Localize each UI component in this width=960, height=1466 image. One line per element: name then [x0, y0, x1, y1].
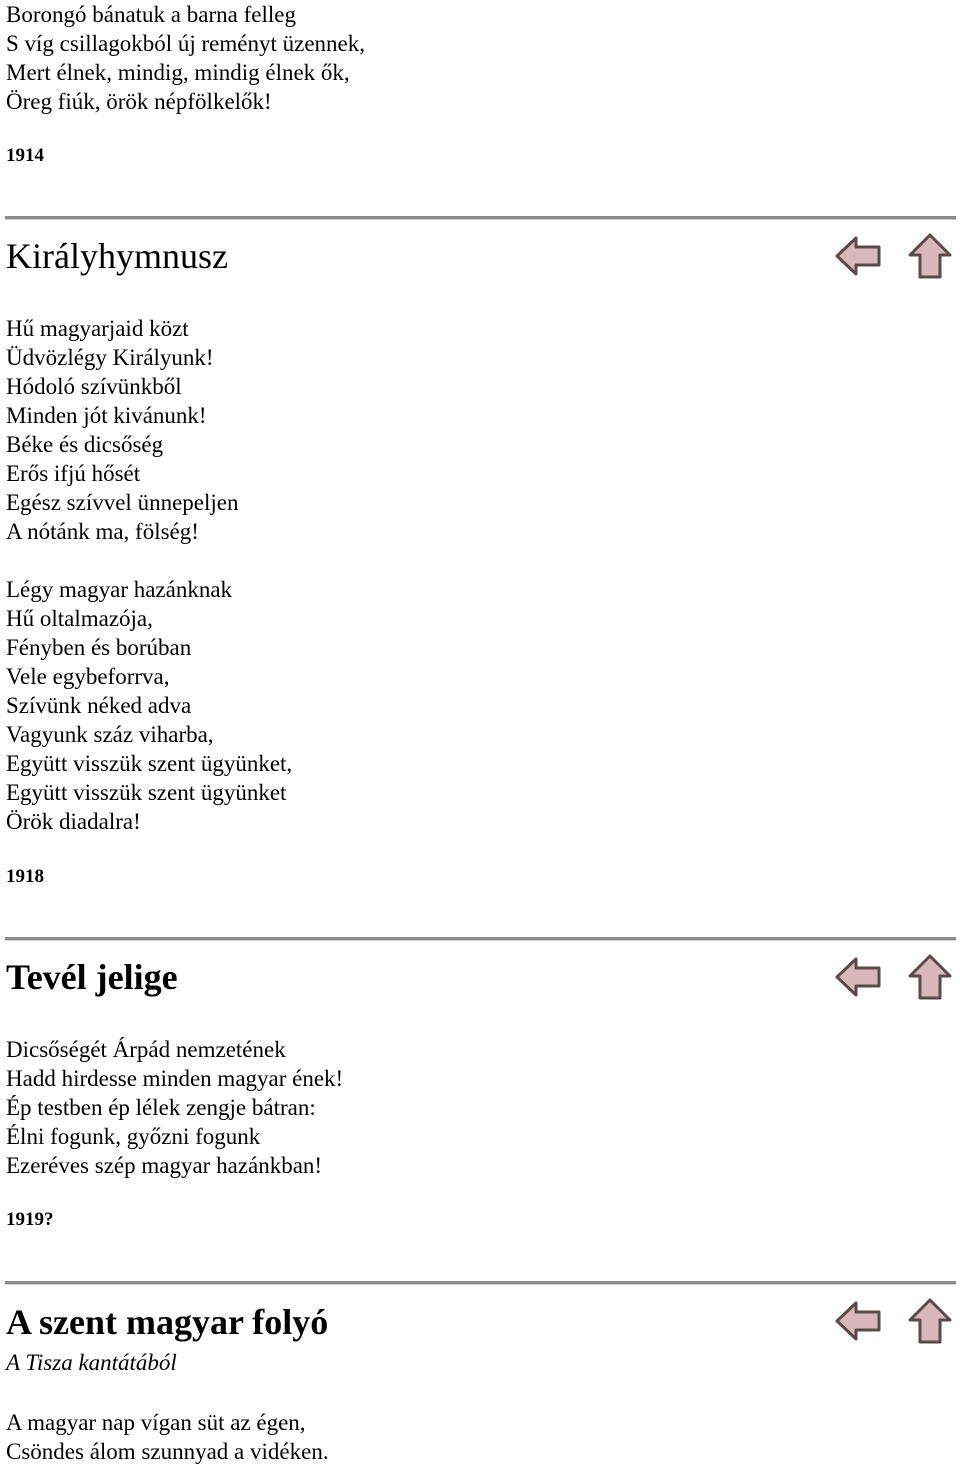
- poem-line: Üdvözlégy Királyunk!: [6, 345, 214, 370]
- poem-nav: [834, 953, 956, 1001]
- poem-line: Légy magyar hazánknak: [6, 577, 233, 602]
- top-poem-lines: [6, 0, 365, 116]
- poem-line: Vagyunk száz viharba,: [6, 722, 214, 747]
- section-divider: [5, 216, 956, 220]
- section-divider: [5, 937, 956, 941]
- poem-line: Dicsőségét Árpád nemzetének: [6, 1037, 286, 1062]
- poem-line: A magyar nap vígan süt az égen,: [6, 1410, 306, 1435]
- poem-nav: [834, 232, 956, 280]
- poem-line: Együtt visszük szent ügyünket,: [6, 751, 293, 776]
- poem-year: 1919?: [6, 1209, 54, 1230]
- poem-line: Hű oltalmazója,: [6, 606, 153, 631]
- arrow-left-icon: [834, 232, 882, 280]
- poem-year: 1918: [6, 866, 44, 887]
- poem-stanza: [6, 575, 292, 836]
- back-button[interactable]: [834, 953, 882, 1001]
- back-button[interactable]: [834, 232, 882, 280]
- section-divider: [5, 1281, 956, 1285]
- poem-line: Szívünk néked adva: [6, 693, 192, 718]
- poem-stanza: [6, 1408, 329, 1466]
- poem-line: Béke és dicsőség: [6, 432, 164, 457]
- poem-year: 1914: [6, 145, 44, 166]
- poem-line: Öreg fiúk, örök népfölkelők!: [6, 89, 272, 114]
- up-button[interactable]: [906, 1297, 954, 1345]
- up-button[interactable]: [906, 232, 954, 280]
- poem-line: Erős ifjú hősét: [6, 461, 141, 486]
- poem-title: Királyhymnusz: [6, 236, 228, 276]
- arrow-left-icon: [834, 1297, 882, 1345]
- poem-stanza: [6, 314, 238, 546]
- poem-stanza: [6, 1035, 343, 1180]
- poem-line: Együtt visszük szent ügyünket: [6, 780, 287, 805]
- arrow-left-icon: [834, 953, 882, 1001]
- poem-line: S víg csillagokból új reményt üzennek,: [6, 31, 365, 56]
- poem-nav: [834, 1297, 956, 1345]
- arrow-up-icon: [906, 953, 954, 1001]
- poem-line: Ép testben ép lélek zengje bátran:: [6, 1095, 316, 1120]
- back-button[interactable]: [834, 1297, 882, 1345]
- poem-line: Minden jót kivánunk!: [6, 403, 207, 428]
- poem-line: Fényben és borúban: [6, 635, 192, 660]
- arrow-up-icon: [906, 232, 954, 280]
- poem-line: Hadd hirdesse minden magyar ének!: [6, 1066, 344, 1091]
- poem-line: Borongó bánatuk a barna felleg: [6, 2, 296, 27]
- poem-line: Ezeréves szép magyar hazánkban!: [6, 1153, 323, 1178]
- poem-line: A nótánk ma, fölség!: [6, 519, 199, 544]
- poem-line: Vele egybeforrva,: [6, 664, 170, 689]
- up-button[interactable]: [906, 953, 954, 1001]
- poem-title: A szent magyar folyó: [6, 1302, 329, 1342]
- poem-line: Mert élnek, mindig, mindig élnek ők,: [6, 60, 350, 85]
- arrow-up-icon: [906, 1297, 954, 1345]
- poem-line: Hódoló szívünkből: [6, 374, 182, 399]
- poem-subtitle: A Tisza kantátából: [6, 1350, 177, 1375]
- poem-line: Élni fogunk, győzni fogunk: [6, 1124, 261, 1149]
- poem-title: Tevél jelige: [6, 957, 178, 997]
- poem-line: Csöndes álom szunnyad a vidéken.: [6, 1439, 329, 1464]
- poem-line: Hű magyarjaid közt: [6, 316, 189, 341]
- poem-line: Örök diadalra!: [6, 809, 141, 834]
- poem-line: Egész szívvel ünnepeljen: [6, 490, 239, 515]
